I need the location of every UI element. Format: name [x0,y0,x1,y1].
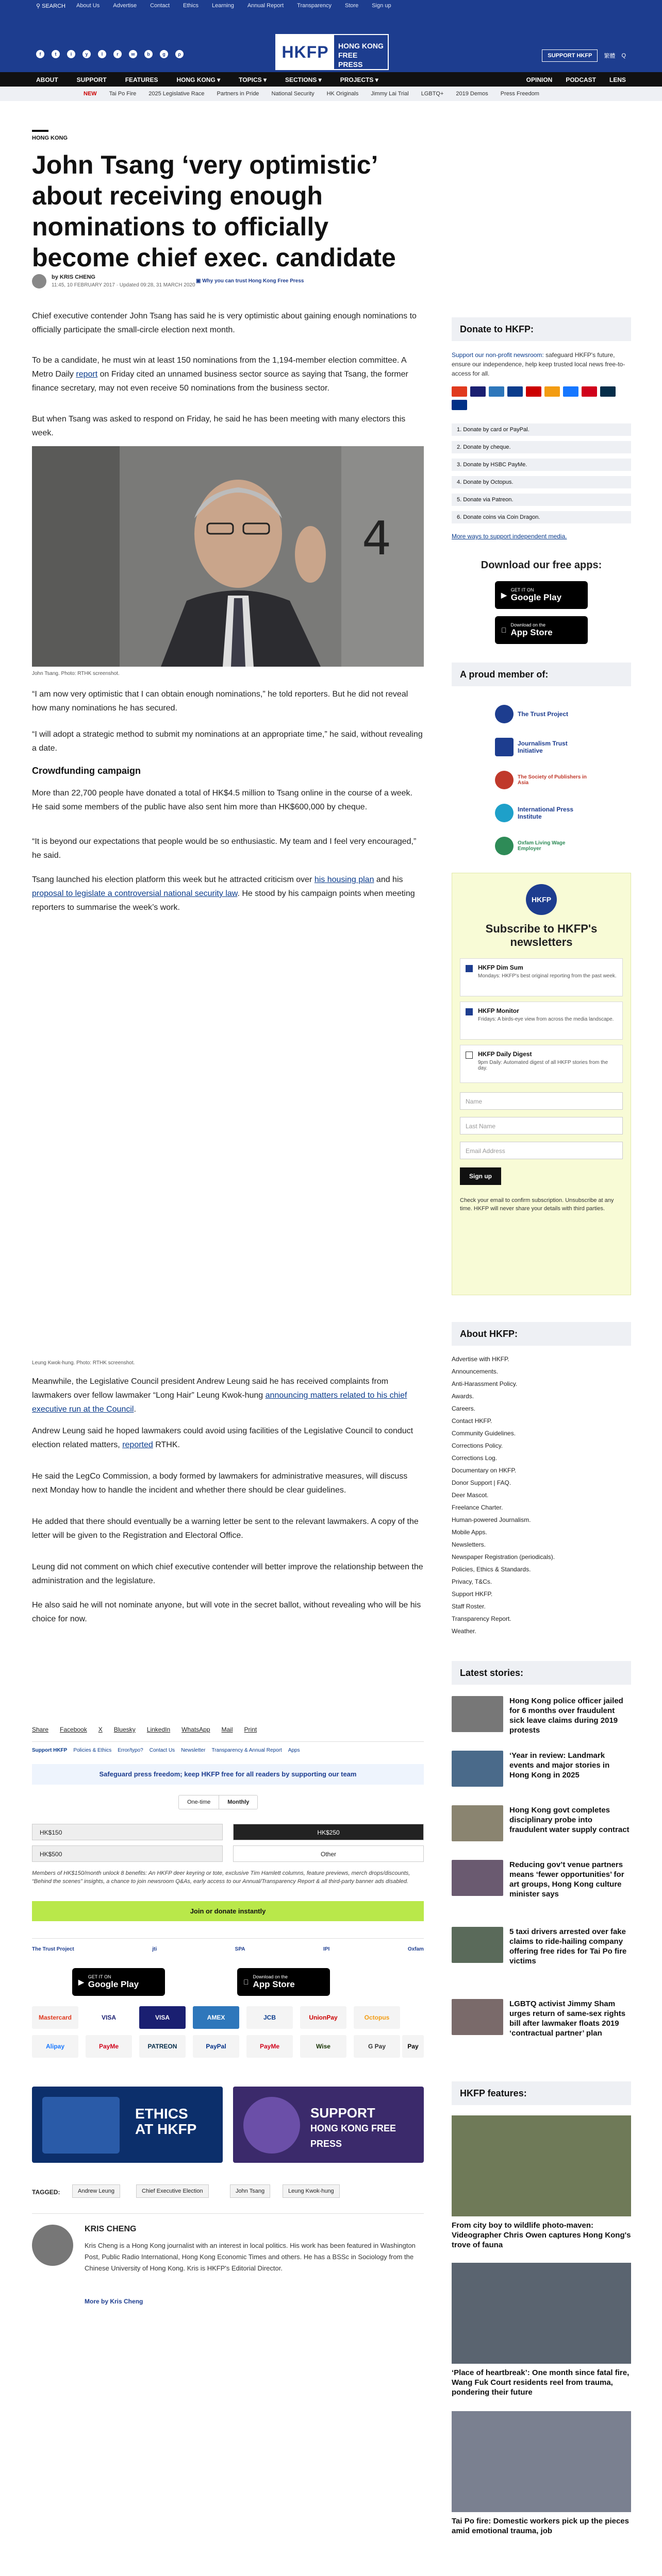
newsletter-option[interactable]: HKFP Monitor Fridays: A birds-eye view from across the media landscape. [460,1002,623,1040]
shield-icon: ▣ [196,278,201,284]
about-link[interactable]: Mobile Apps. [452,1529,487,1536]
features-title: HKFP features: [452,2081,631,2105]
section-kicker[interactable]: HONG KONG [32,135,68,141]
main-nav [0,72,662,87]
sidebar-donate-title: Donate to HKFP: [452,317,631,341]
wise-logo: Wise [300,2035,346,2058]
about-link[interactable]: Policies, Ethics & Standards. [452,1566,531,1573]
play-icon: ▶ [501,590,507,599]
card-icon [507,386,523,397]
partner-logo[interactable]: SPA [235,1946,245,1952]
inline-link[interactable]: his housing plan [314,875,374,884]
paragraph: But when Tsang was asked to respond on Friday, he said he has been meeting with many electors this week. [32,415,406,437]
donate-banner[interactable]: Safeguard press freedom; keep HKFP free for all readers by supporting our team [32,1764,424,1785]
paragraph: To be a candidate, he must win at least 150 nominations from the 1,194-member election committee. A Metro Daily report on Friday cited an unnamed business sector source as saying that Tsang, the former finance secretary, may not even receive 50 nominations from the business sector. [32,356,408,393]
author-box-name[interactable]: KRIS CHENG [85,2225,137,2233]
card-icon [489,386,504,397]
divider [32,2213,424,2214]
payme-logo: PayMe [86,2035,132,2058]
join-button[interactable]: Join or donate instantly [32,1901,424,1921]
newsletter-option[interactable]: HKFP Daily Digest 9pm Daily: Automated digest of all HKFP stories from the day. [460,1045,623,1083]
nav-opinion[interactable]: OPINION [526,76,553,83]
top-bar [0,0,662,11]
about-link[interactable]: Advertise with HKFP. [452,1355,509,1363]
rss-icon[interactable]: r [113,50,122,58]
visa-logo: VISA [139,2006,186,2029]
nav-sections[interactable]: SECTIONS ▾ [285,76,322,83]
nav-hong-kong[interactable]: HONG KONG ▾ [176,76,221,83]
feature-card[interactable]: From city boy to wildlife photo-maven: Videographer Chris Owen captures Hong Kong's trove of fauna [452,2115,631,2250]
card-icon [600,386,616,397]
checkbox-unchecked[interactable] [466,1052,473,1059]
frequency-tabs [178,1795,258,1809]
google-play-badge[interactable]: ▶ GET IT ON Google Play [72,1968,165,1996]
member-logo[interactable]: Oxfam Living Wage Employer [495,834,588,858]
author-bio: Kris Cheng is a Hong Kong journalist with an interest in local politics. His work has been featured in Washington Post, Public Radio International, Hong Kong Economic Times and others. He has a BSSc in Sociology from the Chinese University of Hong Kong. Kris is HKFP's Editorial Director. [85,2242,416,2272]
feature-image [452,2263,631,2364]
latest-story[interactable]: Reducing gov’t venue partners means ‘fewer opportunities’ for art groups, Hong Kong culture minister says [452,1860,631,1896]
card-icon [452,386,467,397]
partner-logo[interactable]: IPI [323,1946,330,1952]
amount-other[interactable]: Other [233,1845,424,1862]
utility-link[interactable]: Store [345,3,359,9]
telegram-icon[interactable]: g [160,50,168,58]
about-link[interactable]: Careers. [452,1405,476,1412]
amex-logo: AMEX [193,2006,239,2029]
visa-logo: VISA [86,2006,132,2029]
logo-text: HONG KONG FREE PRESS [338,42,384,69]
paragraph: He also said he will not nominate anyone, but will vote in the secret ballot, without revealing who will be his choice for now. [32,1601,421,1623]
about-link[interactable]: Freelance Charter. [452,1504,503,1511]
applepay-logo: Pay [402,2035,424,2058]
new-label: NEW [84,91,97,97]
checkbox-checked[interactable] [466,1008,473,1015]
paragraph: Chief executive contender John Tsang has said he is very optimistic about gaining enough nominations to officially participate the small-circle election next month. [32,312,417,334]
inline-link[interactable]: proposal to legislate a controversial national security law [32,889,238,898]
share-x[interactable]: X [98,1726,103,1733]
card-icon [452,400,467,410]
unionpay-logo: UnionPay [300,2006,346,2029]
share-whatsapp[interactable]: WhatsApp [181,1726,210,1733]
more-by-author-link[interactable]: More by Kris Cheng [85,2298,143,2305]
last-name-field[interactable]: Last Name [460,1117,623,1134]
paragraph: He added that there should eventually be a warning letter be sent to the relevant lawmakers. A copy of the letter will be given to the Registration and Electoral Office. [32,1517,419,1540]
latest-story[interactable]: 5 taxi drivers arrested over fake claims to ride-hailing company offering free rides for Tai Po fire victims [452,1927,631,1963]
story-thumbnail [452,1999,503,2035]
utility-link[interactable]: Advertise [113,3,137,9]
utility-link[interactable]: Sign up [372,3,391,9]
photo-caption: Leung Kwok-hung. Photo: RTHK screenshot. [32,1360,135,1366]
article-footer-links [32,1748,300,1753]
signup-button[interactable]: Sign up [460,1167,501,1185]
feature-image [452,2115,631,2216]
trending-link[interactable]: Tai Po Fire [109,91,137,97]
whatsapp-icon[interactable]: w [129,50,137,58]
partner-logo[interactable]: jti [152,1946,157,1952]
donate-option[interactable]: 5. Donate via Patreon. [452,494,631,506]
author-avatar [32,274,46,289]
about-link[interactable]: Human-powered Journalism. [452,1516,531,1523]
email-field[interactable]: Email Address [460,1142,623,1159]
amount-option-selected[interactable]: HK$250 [233,1824,424,1840]
tab-one-time[interactable]: One-time [187,1799,211,1805]
google-play-badge[interactable]: ▶ GET IT ON Google Play [495,581,588,609]
sidebar-payment-icons [452,386,631,410]
apple-icon [243,1978,249,1986]
site-logo[interactable] [275,34,389,70]
utility-link[interactable]: Ethics [183,3,198,9]
member-logo[interactable]: Journalism Trust Initiative [495,735,588,759]
donate-option[interactable]: 6. Donate coins via Coin Dragon. [452,511,631,523]
paragraph: “It is beyond our expectations that people would be so enthusiastic. My team and I feel very encouraged,” he said. [32,837,417,860]
about-link[interactable]: Announcements. [452,1368,499,1375]
language-switch[interactable]: 繁體 [604,53,616,59]
partner-logos-row [32,1946,424,1952]
paragraph: “I will adopt a strategic method to submit my nominations at an appropriate time,” he said, without revealing a date. [32,730,423,753]
tag-chip[interactable]: Chief Executive Election [136,2184,209,2198]
tag-chip[interactable]: Leung Kwok-hung [283,2184,340,2198]
paypal-logo: PayPal [193,2035,239,2058]
octopus-logo: Octopus [354,2006,400,2029]
nav-features[interactable]: FEATURES [125,76,158,83]
patreon-icon[interactable]: ρ [175,50,184,58]
share-label: Share [32,1726,49,1733]
feature-card[interactable]: Tai Po fire: Domestic workers pick up the pieces amid emotional trauma, job [452,2411,631,2536]
donate-option[interactable]: 2. Donate by cheque. [452,441,631,453]
story-thumbnail [452,1927,503,1963]
share-print[interactable]: Print [244,1726,257,1733]
trending-link[interactable]: 2019 Demos [456,91,488,97]
trust-project-icon [495,705,514,723]
footer-link[interactable]: Policies & Ethics [73,1748,112,1753]
author-photo[interactable] [32,2225,73,2266]
subheading: Crowdfunding campaign [32,766,141,776]
trending-link[interactable]: Partners in Pride [217,91,259,97]
author-name[interactable]: by KRIS CHENG [52,274,95,280]
trending-link[interactable]: Jimmy Lai Trial [371,91,409,97]
feature-card[interactable]: ‘Place of heartbreak’: One month since fatal fire, Wang Fuk Court residents reel from trauma, pondering their future [452,2263,631,2397]
jcb-logo: JCB [246,2006,293,2029]
paragraph: More than 22,700 people have donated a total of HK$4.5 million to Tsang online in the course of a week. He said some members of the public have also sent him more than HK$600,000 by cheque. [32,789,412,811]
ethics-ad[interactable]: ETHICS AT HKFP [32,2087,223,2163]
share-facebook[interactable]: Facebook [60,1726,87,1733]
about-link[interactable]: Newspaper Registration (periodicals). [452,1553,555,1561]
membership-note: Members of HK$150/month unlock 8 benefits: An HKFP deer keyring or tote, exclusive Tim Hamlett columns, feature previews, merch drops/discounts, “Behind the scenes” insights, a chance to join newsroom Q&As, early access to our Annual/Transparency Report & all third-party banner ads disabled. [32,1870,410,1885]
donate-option[interactable]: 3. Donate by HSBC PayMe. [452,459,631,471]
about-link[interactable]: Awards. [452,1393,474,1400]
instagram-icon[interactable]: i [67,50,75,58]
hkfp-badge-icon: HKFP [526,884,557,915]
support-ad[interactable]: SUPPORT HONG KONG FREE PRESS [233,2087,424,2163]
footer-link[interactable]: Newsletter [181,1748,206,1753]
jti-icon [495,738,514,756]
latest-story[interactable]: Hong Kong govt completes disciplinary probe into fraudulent water supply contract [452,1805,631,1841]
share-mail[interactable]: Mail [221,1726,233,1733]
member-logo[interactable]: The Society of Publishers in Asia [495,768,588,792]
story-thumbnail [452,1805,503,1841]
about-link[interactable]: Deer Mascot. [452,1492,489,1499]
trending-link[interactable]: National Security [271,91,315,97]
utility-link[interactable]: Annual Report [247,3,284,9]
paragraph: Meanwhile, the Legislative Council president Andrew Leung said he has received complaints from lawmakers over fellow lawmaker “Long Hair” Leung Kwok-hung announcing matters related to his chief executive run at the Council. [32,1377,407,1414]
tag-chip[interactable]: Andrew Leung [72,2184,120,2198]
newsletter-option[interactable]: HKFP Dim Sum Mondays: HKFP's best original reporting from the past week. [460,958,623,996]
about-link[interactable]: Anti-Harassment Policy. [452,1380,518,1387]
member-logo[interactable]: International Press Institute [495,801,588,825]
search-icon[interactable]: Q [621,53,626,59]
gpay-logo: G Pay [354,2035,400,2058]
about-link[interactable]: Weather. [452,1628,476,1635]
facebook-icon[interactable]: f [36,50,44,58]
tags-label: TAGGED: [32,2189,60,2196]
footer-link[interactable]: Error/typo? [118,1748,143,1753]
trending-link[interactable]: Press Freedom [500,91,539,97]
nav-about[interactable]: ABOUT [36,76,58,83]
donate-option[interactable]: 1. Donate by card or PayPal. [452,423,631,436]
checkbox-checked[interactable] [466,965,473,972]
ipi-icon [495,804,514,822]
svg-text:4: 4 [362,512,392,566]
nav-lens[interactable]: LENS [609,76,626,83]
footer-link[interactable]: Support HKFP [32,1748,68,1753]
trending-link[interactable]: LGBTQ+ [421,91,444,97]
apple-icon [501,626,507,634]
latest-title: Latest stories: [452,1661,631,1685]
alipay-logo: Alipay [32,2035,78,2058]
tag-chip[interactable]: John Tsang [230,2184,270,2198]
first-name-field[interactable]: Name [460,1092,623,1110]
card-icon [526,386,541,397]
about-link[interactable]: Transparency Report. [452,1615,511,1622]
search-link[interactable]: ⚲ SEARCH [36,3,65,9]
feature-image [452,2411,631,2512]
youtube-icon[interactable]: y [82,50,91,58]
app-store-badge[interactable]: Download on the App Store [237,1968,330,1996]
article-photo-tsang [32,446,424,667]
about-list [452,1353,631,1637]
newsletter-title: Subscribe to HKFP's newsletters [485,922,598,948]
paragraph: Leung did not comment on which chief executive contender will better improve the relationship between the administration and the legislature. [32,1563,423,1585]
about-link[interactable]: Contact HKFP. [452,1417,492,1425]
nav-projects[interactable]: PROJECTS ▾ [340,76,378,83]
utility-link[interactable]: Transparency [297,3,332,9]
partner-logo[interactable]: Oxfam [407,1946,424,1952]
mastercard-logo: Mastercard [32,2006,78,2029]
about-title: About HKFP: [452,1322,631,1346]
social-icons [36,50,184,58]
partner-logo[interactable]: The Trust Project [32,1946,74,1952]
about-link[interactable]: Documentary on HKFP. [452,1467,517,1474]
oxfam-icon [495,837,514,855]
nav-support[interactable]: SUPPORT [76,76,107,83]
paragraph: He said the LegCo Commission, a body formed by lawmakers for administrative measures, will discuss next Monday how to handle the incident and whether there should be clear guidelines. [32,1472,408,1495]
utility-link[interactable]: About Us [76,3,100,9]
story-thumbnail [452,1696,503,1732]
play-icon: ▶ [78,1977,84,1986]
about-link[interactable]: Privacy, T&Cs. [452,1578,492,1585]
app-store-badge[interactable]: Download on the App Store [495,616,588,644]
linkedin-icon[interactable]: l [98,50,106,58]
trending-link[interactable]: 2025 Legislative Race [148,91,205,97]
share-bluesky[interactable]: Bluesky [113,1726,136,1733]
newsletter-note: Check your email to confirm subscription. Unsubscribe at any time. HKFP will never share your details with third parties. [460,1197,614,1212]
about-link[interactable]: Community Guidelines. [452,1430,516,1437]
support-button[interactable]: SUPPORT HKFP [542,49,598,62]
card-icon [544,386,560,397]
payme-logo: PayMe [246,2035,293,2058]
inline-link[interactable]: reported [122,1440,153,1449]
latest-story[interactable]: Hong Kong police officer jailed for 6 months over fraudulent sick leave claims during 2019 protests [452,1696,631,1732]
share-bar [32,1726,257,1733]
card-icon [470,386,486,397]
about-link[interactable]: Support HKFP. [452,1590,493,1598]
nav-podcast[interactable]: PODCAST [566,76,596,83]
latest-story[interactable]: ‘Year in review: Landmark events and major stories in Hong Kong in 2025 [452,1751,631,1787]
article-title: John Tsang ‘very optimistic’ about receiving enough nominations to officially become chief exec. candidate [32,150,396,272]
story-thumbnail [452,1751,503,1787]
logo-mark: HKFP [276,35,334,69]
card-icon [563,386,578,397]
share-linkedin[interactable]: LinkedIn [146,1726,171,1733]
amount-option[interactable]: HK$150 [32,1824,223,1840]
about-link[interactable]: Donor Support | FAQ. [452,1479,511,1486]
byline [32,273,424,294]
trending-bar [0,87,662,101]
about-link[interactable]: Newsletters. [452,1541,486,1548]
x-icon[interactable]: t [52,50,60,58]
latest-story[interactable]: LGBTQ activist Jimmy Sham urges return of same-sex rights bill after lawmaker floats 2019 ‘contractual partner’ plan [452,1999,631,2035]
tab-monthly[interactable]: Monthly [219,1795,257,1809]
divider [32,1938,424,1939]
donate-intro: Support our non-profit newsroom: safeguard HKFP's future, ensure our independence, help keep trusted local news free-to-access for all. [452,351,625,377]
paragraph: Tsang launched his election platform this week but he attracted criticism over his housing plan and his proposal to legislate a controversial national security law. He stood by his campaign points when meeting reporters to summarise the week’s work. [32,875,415,912]
story-thumbnail [452,1860,503,1896]
photo-caption: John Tsang. Photo: RTHK screenshot. [32,671,120,676]
paragraph: Andrew Leung said he hoped lawmakers could avoid using facilities of the Legislative Council to conduct election related matters, reported RTHK. [32,1427,413,1449]
nav-topics[interactable]: TOPICS ▾ [239,76,267,83]
member-logo[interactable]: The Trust Project [495,702,588,726]
card-icon [582,386,597,397]
footer-link[interactable]: Transparency & Annual Report [211,1748,282,1753]
more-ways-link[interactable]: More ways to support independent media. [452,533,567,540]
member-title: A proud member of: [452,663,631,686]
about-link[interactable]: Staff Roster. [452,1603,486,1610]
brand-header [0,11,662,72]
kicker-bar [32,130,48,132]
amount-option[interactable]: HK$500 [32,1845,223,1862]
footer-link[interactable]: Apps [288,1748,300,1753]
publish-date: 11:45, 10 FEBRUARY 2017 · Updated 09:28, 31 MARCH 2020 [52,282,195,288]
footer-link[interactable]: Contact Us [149,1748,175,1753]
apps-title: Download our free apps: [481,560,602,571]
header-actions [542,49,626,62]
inline-link[interactable]: announcing matters related to his chief executive run at the Council [32,1391,407,1414]
divider [32,1741,424,1742]
donate-option[interactable]: 4. Donate by Octopus. [452,476,631,488]
patreon-logo: PATREON [139,2035,186,2058]
about-link[interactable]: Corrections Log. [452,1454,498,1462]
utility-link[interactable]: Contact [150,3,170,9]
about-link[interactable]: Corrections Policy. [452,1442,503,1449]
inline-link[interactable]: report [76,370,98,379]
trust-link[interactable]: ▣ Why you can trust Hong Kong Free Press [196,278,304,284]
utility-link[interactable]: Learning [212,3,234,9]
utility-links [76,3,391,9]
article-photo-leung [32,927,424,1148]
trending-link[interactable]: HK Originals [326,91,359,97]
donate-intro-link[interactable]: Support our non-profit newsroom: [452,351,544,359]
bluesky-icon[interactable]: b [144,50,153,58]
paragraph: “I am now very optimistic that I can obtain enough nominations,” he told reporters. But he did not reveal how many nominations he has secured. [32,690,408,713]
spa-icon [495,771,514,789]
